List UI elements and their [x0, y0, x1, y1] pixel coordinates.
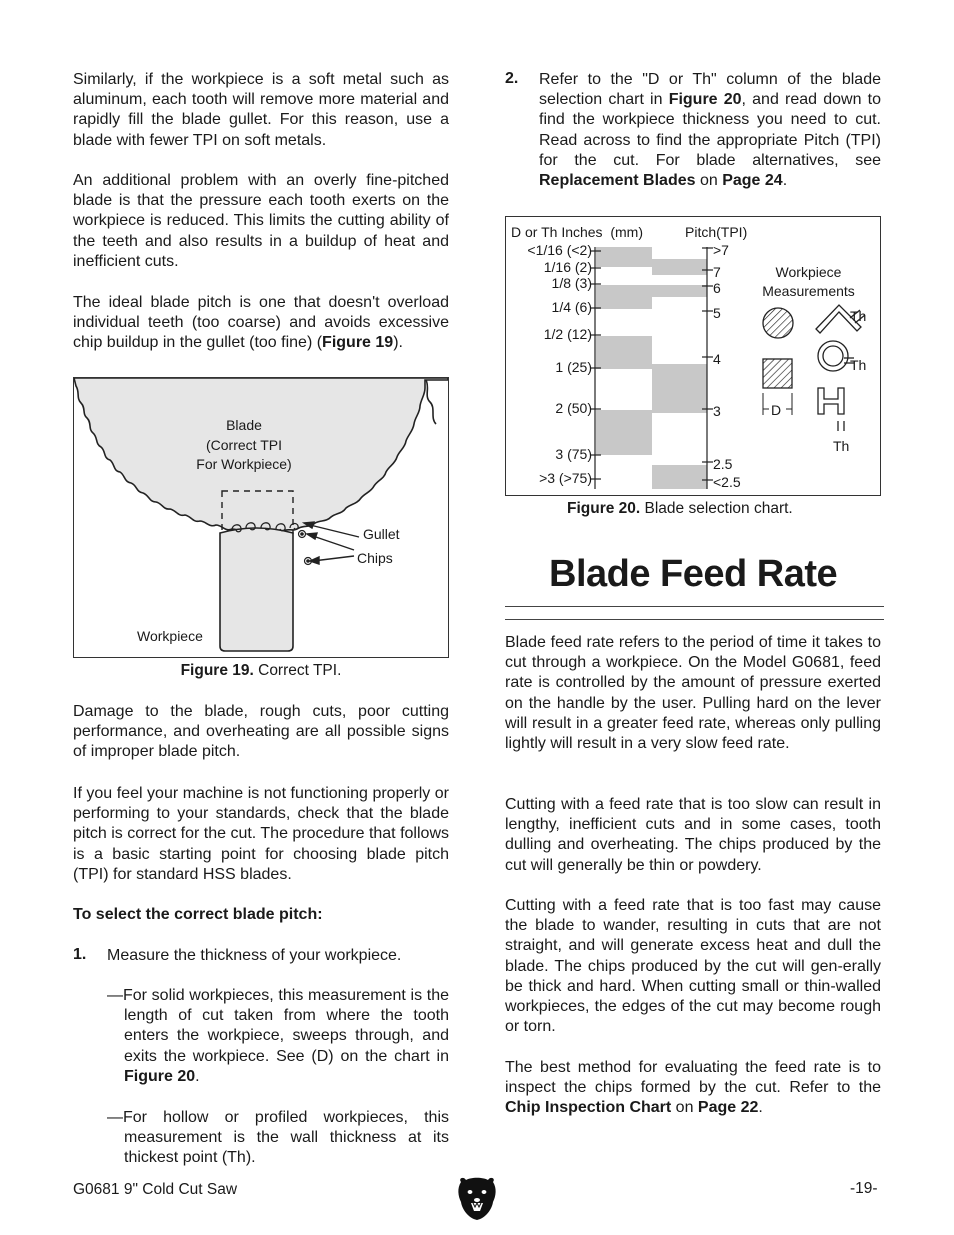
thickness-label: 3 (75): [555, 446, 592, 462]
pitch-band: [652, 364, 707, 413]
blade-label-tpi: (Correct TPI: [206, 436, 282, 453]
pitch-band: [652, 285, 707, 297]
thickness-band: [596, 336, 652, 369]
paragraph-soft-metal: Similarly, if the workpiece is a soft metal such as aluminum, each tooth will remove more material and rapidly fill the blade gullet. For this reason, use a blade with fewer TPI on soft metals.: [73, 71, 449, 149]
workpiece-label: Workpiece: [137, 628, 203, 644]
th-label-tube: Th: [850, 357, 867, 373]
figure-20-blade-selection-chart: [505, 216, 881, 496]
title-rule-bottom: [505, 619, 884, 620]
title-rule-top: [505, 606, 884, 607]
procedure-heading: To select the correct blade pitch:: [73, 906, 323, 923]
chip-inspection-chart-ref: Chip Inspection Chart: [505, 1099, 672, 1117]
leader-lines: [304, 522, 359, 564]
thickness-band: [596, 410, 652, 455]
th-label-ibeam: Th: [833, 438, 850, 454]
figure-20-reference: Figure 20: [124, 1067, 196, 1085]
paragraph-feed-rate-definition: Blade feed rate refers to the period of time it takes to cut through a workpiece. On the Model G0681, feed rate is controlled by the amount of pressure exerted on the handle by the user. Pulling hard on the lever will result in a greater feed rate, whereas only pulling lightly will result in a very slow feed rate.: [505, 634, 881, 753]
pitch-label: <2.5: [713, 474, 741, 490]
workpiece: [220, 528, 293, 651]
footer-model: G0681 9" Cold Cut Saw: [73, 1181, 238, 1198]
round-solid-icon: [763, 308, 793, 338]
thickness-label: 1 (25): [555, 359, 592, 375]
thickness-label: 1/4 (6): [551, 299, 592, 315]
workpiece-measurements-label: Workpiece Measurements: [762, 264, 855, 299]
thickness-label: 1/16 (2): [543, 259, 592, 275]
col-thickness-header: D or Th Inches (mm): [511, 224, 643, 240]
thickness-label: <1/16 (<2): [527, 242, 592, 258]
paragraph-evaluate-feed: The best method for evaluating the feed rate is to inspect the chips formed by the cut. Refer to the Chip Inspection Chart on Page 22.: [505, 1059, 881, 1117]
page-22-ref: Page 22: [697, 1099, 759, 1117]
figure-20-ref-step2: Figure 20: [668, 91, 742, 109]
step-2-number: 2.: [505, 70, 519, 87]
pitch-label: >7: [713, 242, 729, 258]
step-2-text: Refer to the "D or Th" column of the blade selection chart in Figure 20, and read down to find the workpiece thickness you need to cut. Read across to find the appropriate Pitch (TPI) for the cut. For blade alternatives, see Replacement Blades on Page 24.: [539, 71, 881, 190]
pitch-band: [652, 259, 707, 275]
hollow-workpiece-note: —For hollow or profiled workpieces, this measurement is the wall thickness at its thickest point (Th).: [107, 1109, 449, 1167]
step-1-number: 1.: [73, 946, 87, 963]
step-1-text: Measure the thickness of your workpiece.: [107, 947, 402, 964]
tube-profile-icon: [818, 341, 854, 371]
pitch-label: 5: [713, 305, 721, 321]
paragraph-feed-too-slow: Cutting with a feed rate that is too slow can result in lengthy, inefficient cuts and in some cases, tooth dulling and overheating. The chips produced by the cut will generally be thin or powdery.: [505, 796, 881, 874]
thickness-band: [596, 247, 652, 267]
thickness-label: >3 (>75): [539, 470, 592, 486]
pitch-label: 6: [713, 280, 721, 296]
replacement-blades-ref: Replacement Blades: [539, 172, 696, 190]
paragraph-damage-signs: Damage to the blade, rough cuts, poor cutting performance, and overheating are all possible signs of improper blade pitch.: [73, 703, 449, 761]
d-label: D: [771, 402, 782, 418]
col-pitch-header: Pitch(TPI): [685, 224, 748, 240]
thickness-label: 1/2 (12): [543, 326, 592, 342]
thickness-band: [596, 285, 652, 309]
solid-workpiece-note: —For solid workpieces, this measurement is the length of cut taken from where the tooth enters the workpiece, sweeps through, and exits the workpiece. See (D) on the chart in Figure 20.: [107, 987, 449, 1085]
bear-head-logo-icon: [456, 1176, 498, 1222]
figure-20-caption: Figure 20. Blade selection chart.: [567, 500, 793, 517]
pitch-label: 4: [713, 351, 721, 367]
i-beam-profile-icon: [818, 388, 844, 431]
thickness-label: 2 (50): [555, 400, 592, 416]
figure-19-reference: Figure 19: [322, 334, 394, 352]
blade-label: Blade: [226, 417, 262, 433]
paragraph-check-pitch: If you feel your machine is not functioning properly or performing to your standards, check that the blade pitch is correct for the cut. The procedure that follows is a basic starting point for choosing blade pitch (TPI) for standard HSS blades.: [73, 785, 449, 883]
pitch-band: [652, 465, 707, 489]
pitch-label: 2.5: [713, 456, 733, 472]
gullet-label: Gullet: [363, 526, 400, 542]
footer-page-number: -19-: [850, 1180, 878, 1197]
th-label-angle: Th: [850, 308, 867, 324]
paragraph-feed-too-fast: Cutting with a feed rate that is too fast may cause the blade to wander, resulting in cuts that are not straight, and will generate excess heat and dull the blade. The chips produced by the cut will gen-erally be thick and hard. When cutting small or thin-walled workpieces, the edges of the cut may become rough or torn.: [505, 897, 881, 1036]
pitch-label: 3: [713, 403, 721, 419]
paragraph-ideal-pitch: The ideal blade pitch is one that doesn't overload individual teeth (too coarse) and avoids excessive chip buildup in the gullet (too fine) (Figure 19).: [73, 294, 449, 352]
figure-19-correct-tpi: [73, 377, 449, 658]
chips-label: Chips: [357, 550, 393, 566]
paragraph-fine-pitch-problem: An additional problem with an overly fine-pitched blade is that the pressure each tooth exerts on the workpiece is reduced. This limits the cutting ability of the teeth and also results in a buildup of heat and inefficient cuts.: [73, 172, 449, 270]
section-title: Blade Feed Rate: [549, 553, 838, 595]
pitch-label: 7: [713, 264, 721, 280]
page-24-ref: Page 24: [722, 172, 783, 190]
blade-label-workpiece: For Workpiece): [196, 456, 292, 472]
figure-19-caption: Figure 19. Correct TPI.: [180, 662, 342, 679]
thickness-label: 1/8 (3): [551, 275, 592, 291]
